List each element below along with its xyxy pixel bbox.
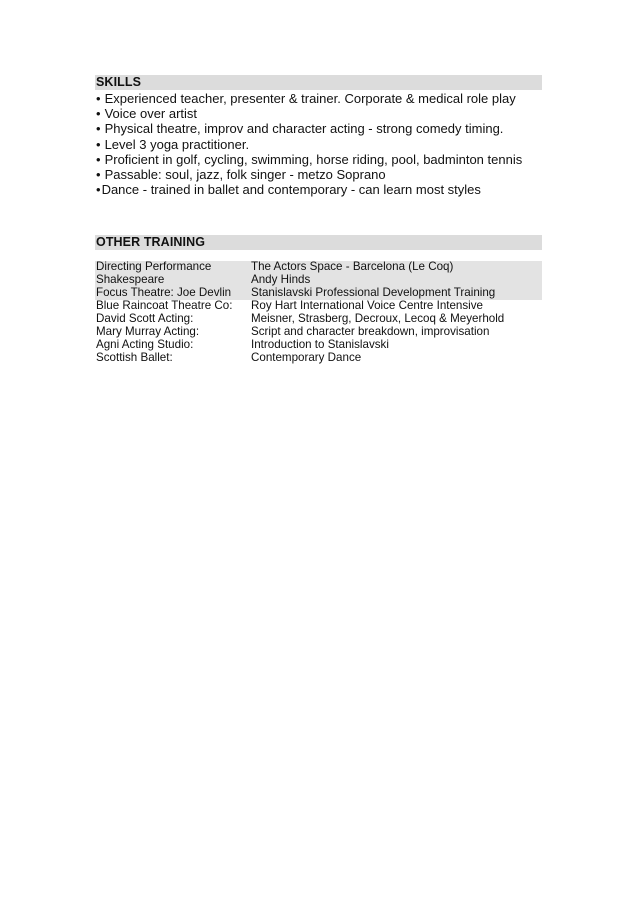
skill-text: Dance - trained in ballet and contemporary - can learn most styles <box>101 182 481 198</box>
skill-text: Proficient in golf, cycling, swimming, horse riding, pool, badminton tennis <box>104 151 523 167</box>
skill-text: Passable: soul, jazz, folk singer - metzo Soprano <box>104 167 386 183</box>
training-course: Andy Hinds <box>251 274 542 287</box>
skill-item <box>95 137 542 152</box>
bullet-icon: • <box>96 136 101 152</box>
table-row <box>95 326 542 339</box>
training-institution: Mary Murray Acting: <box>96 324 200 338</box>
training-institution: Agni Acting Studio: <box>96 337 194 351</box>
training-course: Script and character breakdown, improvisation <box>251 324 490 338</box>
skill-text: Physical theatre, improv and character acting - strong comedy timing. <box>104 121 504 137</box>
skill-item <box>95 91 542 106</box>
skill-item <box>95 167 542 182</box>
table-row <box>95 339 542 352</box>
skill-text: Experienced teacher, presenter & trainer. Corporate & medical role play <box>104 91 516 106</box>
bullet-icon: • <box>96 151 101 167</box>
skill-item <box>95 182 542 197</box>
bullet-icon: • <box>96 167 101 183</box>
skills-list <box>95 91 542 197</box>
skill-item <box>95 121 542 136</box>
table-row <box>95 352 542 365</box>
training-course: Stanislavski Professional Development Training <box>251 287 542 300</box>
training-course: Meisner, Strasberg, Decroux, Lecoq & Meyerhold <box>251 312 505 326</box>
section-spacer <box>95 197 542 235</box>
bullet-icon: • <box>96 91 101 106</box>
bullet-icon: • <box>96 106 101 122</box>
cv-page <box>95 75 542 365</box>
training-institution: Directing Performance <box>95 261 251 274</box>
training-institution: David Scott Acting: <box>96 312 194 326</box>
skill-text: Level 3 yoga practitioner. <box>104 136 250 152</box>
bullet-icon: • <box>96 121 101 137</box>
bullet-icon: • <box>96 182 101 198</box>
training-course: The Actors Space - Barcelona (Le Coq) <box>251 261 542 274</box>
training-institution: Blue Raincoat Theatre Co: <box>96 299 233 313</box>
skills-heading: SKILLS <box>95 75 542 90</box>
skill-item <box>95 106 542 121</box>
training-institution: Scottish Ballet: <box>96 350 173 364</box>
other-training-heading: OTHER TRAINING <box>95 235 542 250</box>
skill-text: Voice over artist <box>104 106 198 122</box>
training-course: Introduction to Stanislavski <box>251 337 389 351</box>
training-institution: Focus Theatre: Joe Devlin <box>95 287 251 300</box>
training-course: Roy Hart International Voice Centre Intensive <box>251 299 483 313</box>
skill-item <box>95 152 542 167</box>
training-institution: Shakespeare <box>95 274 251 287</box>
training-course: Contemporary Dance <box>251 350 362 364</box>
training-table <box>95 261 542 364</box>
